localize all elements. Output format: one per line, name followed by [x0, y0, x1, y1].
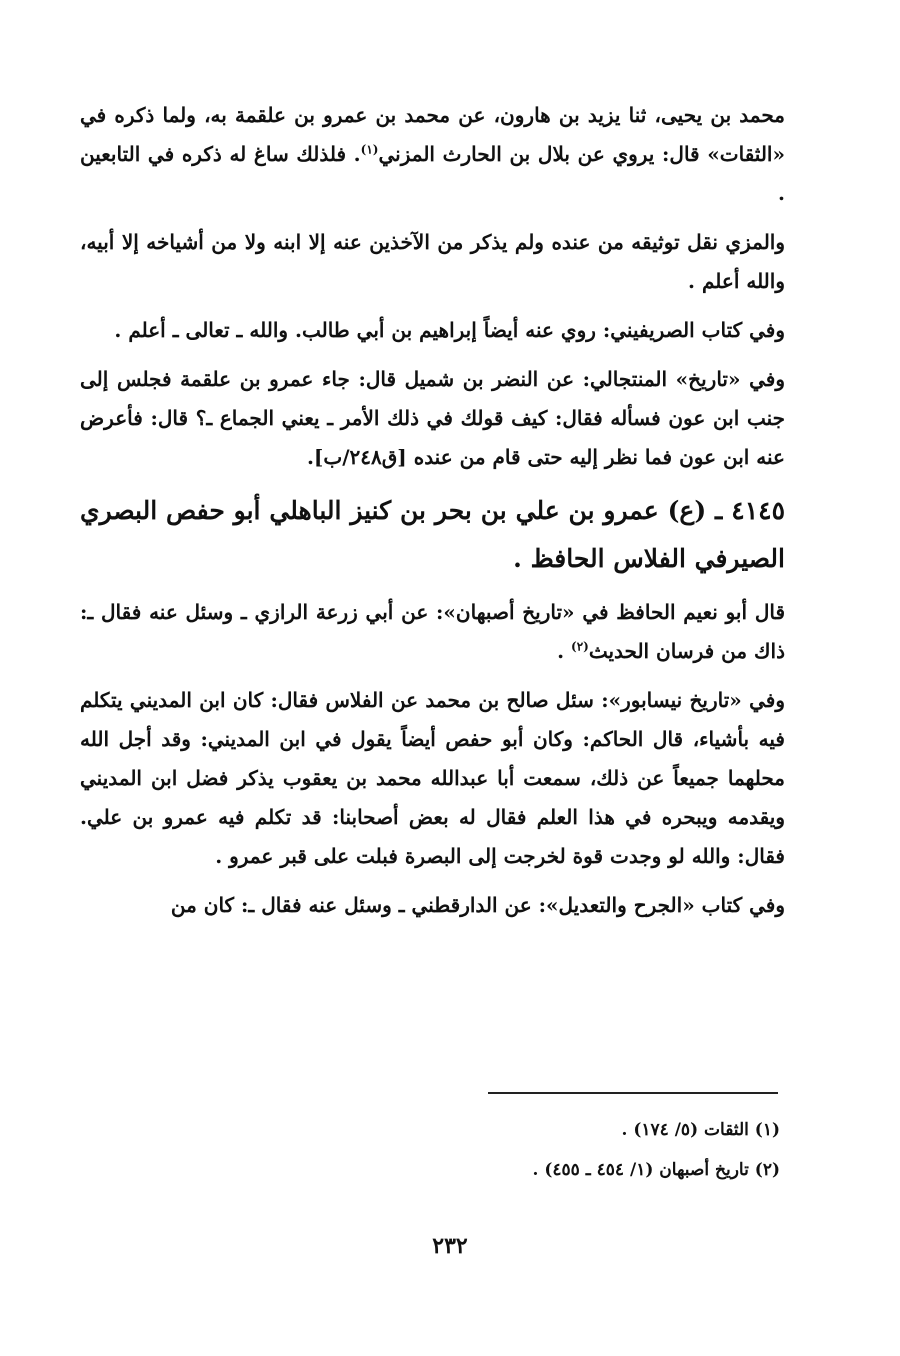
- paragraph-3: وفي كتاب الصريفيني: روي عنه أيضاً إبراهيم بن أبي طالب. والله ـ تعالى ـ أعلم .: [114, 318, 785, 342]
- entry-heading: ٤١٤٥ ـ (ع) عمرو بن علي بن بحر بن كنيز الباهلي أبو حفص البصري الصيرفي الفلاس الحافظ .: [80, 496, 785, 573]
- paragraph-5: [80, 593, 785, 671]
- paragraph-5-tail: .: [557, 639, 571, 663]
- footnote-ref-1: (١): [360, 142, 379, 157]
- paragraph-1: [80, 96, 785, 213]
- footnotes: [300, 1110, 780, 1190]
- paragraph-2: والمزي نقل توثيقه من عنده ولم يذكر من الآخذين عنه إلا ابنه ولا من أشياخه إلا أبيه، والله أعلم .: [80, 230, 785, 293]
- paragraph-5-text: قال أبو نعيم الحافظ في «تاريخ أصبهان»: عن أبي زرعة الرازي ـ وسئل عنه فقال ـ: ذاك من فرسان الحديث: [80, 600, 785, 663]
- footnote-2: (٢) تاريخ أصبهان (١/ ٤٥٤ ـ ٤٥٥) .: [532, 1160, 780, 1180]
- paragraph-6: وفي «تاريخ نيسابور»: سئل صالح بن محمد عن الفلاس فقال: كان ابن المديني يتكلم فيه بأشياء، قال الحاكم: وكان أبو حفص أيضاً يقول في ابن المديني: وقد أجل الله محلهما جميعاً عن ذلك، سمعت أبا عبدالله محمد بن يعقوب يذكر فضل ابن المديني ويقدمه ويبحره في هذا العلم فقال له بعض أصحابنا: قد تكلم فيه عمرو بن علي. فقال: والله لو وجدت قوة لخرجت إلى البصرة فبلت على قبر عمرو .: [80, 688, 785, 868]
- page-number: ٢٣٢: [432, 1233, 468, 1259]
- paragraph-1-tail: . فلذلك ساغ له ذكره في التابعين .: [80, 142, 785, 205]
- paragraph-4: وفي «تاريخ» المنتجالي: عن النضر بن شميل قال: جاء عمرو بن علقمة فجلس إلى جنب ابن عون فسأله فقال: كيف قولك في ذلك الأمر ـ يعني الجماع ـ؟ قال: فأعرض عنه ابن عون فما نظر إليه حتى قام من عنده [ق٢٤٨/ب].: [80, 367, 785, 469]
- footnote-1: (١) الثقات (٥/ ١٧٤) .: [621, 1120, 780, 1140]
- footnote-ref-2: (٢): [571, 639, 589, 654]
- main-text: [80, 96, 785, 935]
- paragraph-1-text: محمد بن يحيى، ثنا يزيد بن هارون، عن محمد بن عمرو بن علقمة به، ولما ذكره في «الثقات» قال: يروي عن بلال بن الحارث المزني: [80, 103, 785, 166]
- paragraph-7: وفي كتاب «الجرح والتعديل»: عن الدارقطني ـ وسئل عنه فقال ـ: كان من: [170, 893, 785, 917]
- footnote-divider: [488, 1092, 778, 1094]
